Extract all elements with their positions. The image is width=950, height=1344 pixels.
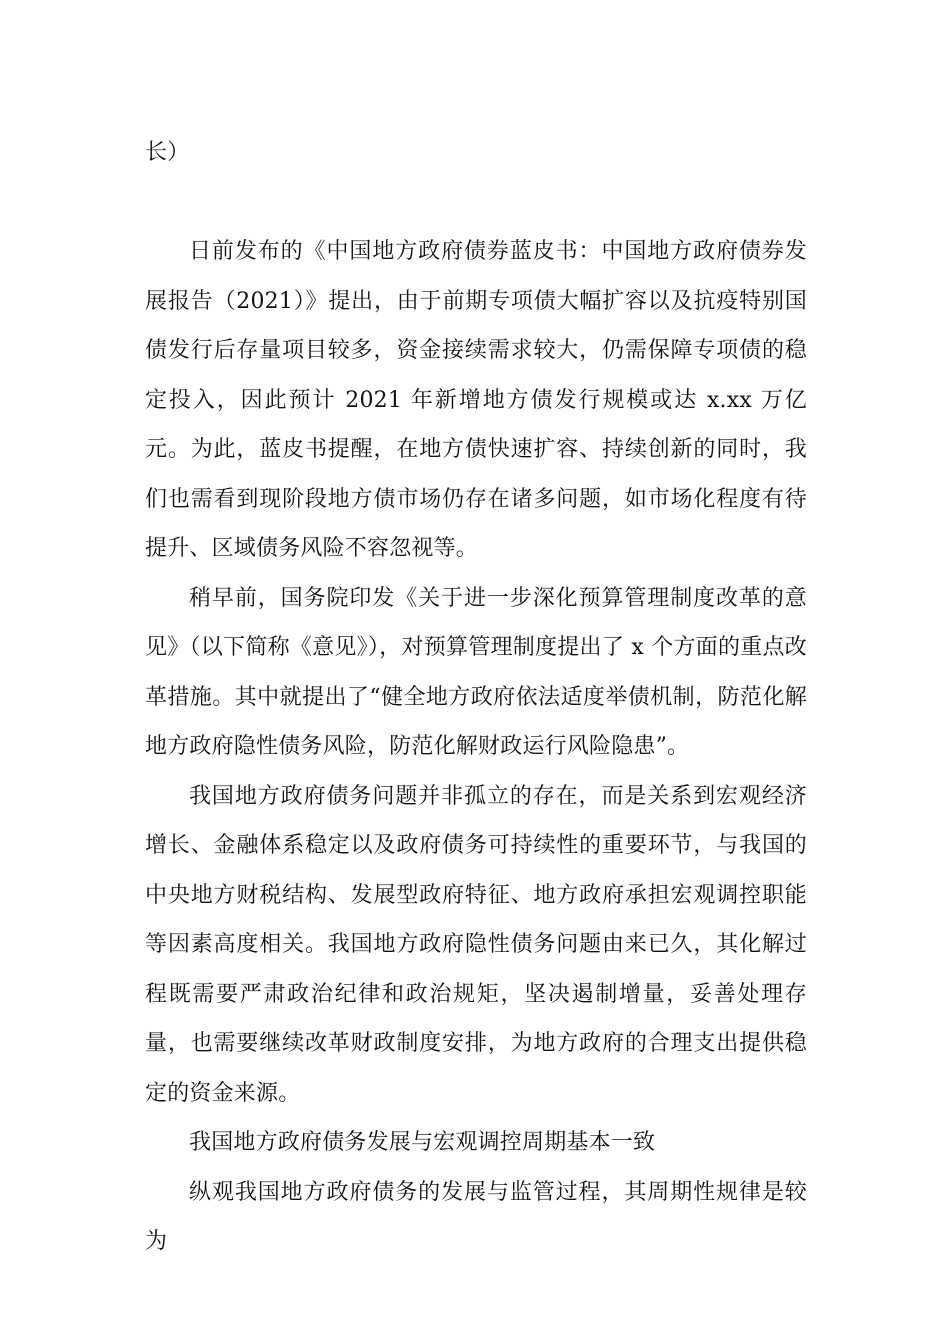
paragraph-continuation: 长） xyxy=(145,140,190,165)
paragraph-blue-book-report: 日前发布的《中国地方政府债券蓝皮书：中国地方政府债券发展报告（2021）》提出，由于前期专项债大幅扩容以及抗疫特别国债发行后存量项目较多，资金接续需求较大，仍需保障专项债的稳定投入，因此预计 2021 年新增地方债发行规模或达 x.xx 万亿元。为此，蓝皮书提醒，在地方债快速扩容、持续创新的同时，我们也需看到现阶段地方债市场仍存在诸多问题，如市场化程度有待提升、区域债务风险不容忽视等。 xyxy=(145,239,807,561)
paragraph-cycle-intro: 纵观我国地方政府债务的发展与监管过程，其周期性规律是较为 xyxy=(145,1179,807,1254)
section-heading: 我国地方政府债务发展与宏观调控周期基本一致 xyxy=(189,1130,656,1155)
blank-line xyxy=(145,178,807,228)
paragraph-state-council-opinion: 稍早前，国务院印发《关于进一步深化预算管理制度改革的意见》（以下简称《意见》），对预算管理制度提出了 x 个方面的重点改革措施。其中就提出了“健全地方政府依法适度举债机制，防范化解地方政府隐性债务风险，防范化解财政运行风险隐患”。 xyxy=(145,585,807,759)
document-body xyxy=(145,128,807,1267)
paragraph-local-debt-issue: 我国地方政府债务问题并非孤立的存在，而是关系到宏观经济增长、金融体系稳定以及政府债务可持续性的重要环节，与我国的中央地方财税结构、发展型政府特征、地方政府承担宏观调控职能等因素高度相关。我国地方政府隐性债务问题由来已久，其化解过程既需要严肃政治纪律和政治规矩，坚决遏制增量，妥善处理存量，也需要继续改革财政制度安排，为地方政府的合理支出提供稳定的资金来源。 xyxy=(145,783,807,1106)
